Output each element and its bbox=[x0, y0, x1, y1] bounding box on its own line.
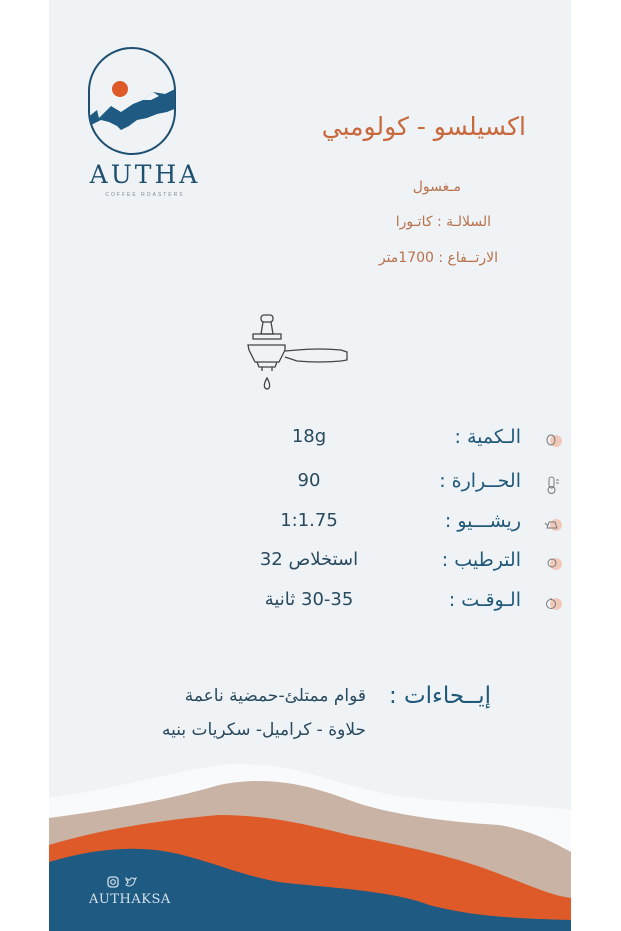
tasting-notes-line-2: حلاوة - كراميل- سكريات بنيه bbox=[162, 720, 366, 740]
time-value: 30-35 ثانية bbox=[264, 589, 354, 610]
kettle-icon bbox=[543, 516, 563, 532]
tasting-notes-label: إيــحاءات : bbox=[388, 683, 491, 709]
process-method: مـغسول bbox=[412, 179, 461, 195]
dose-value: 18g bbox=[291, 426, 327, 447]
brand-logo bbox=[75, 46, 201, 198]
product-title: اكسيلسو - كولومبي bbox=[321, 112, 526, 141]
tasting-notes-line-1: قوام ممتلئ-حمضية ناعمة bbox=[184, 686, 366, 706]
stopwatch-icon bbox=[543, 595, 563, 611]
twitter-icon[interactable] bbox=[125, 873, 137, 892]
pre-infusion-label: الترطيب : bbox=[441, 549, 521, 571]
social-handle[interactable]: AUTHAKSA bbox=[89, 892, 171, 907]
thermometer-icon bbox=[543, 476, 563, 492]
recipe-row-pre-infusion bbox=[49, 549, 571, 577]
social-icons bbox=[107, 873, 137, 892]
mountain-sun-logo-icon bbox=[87, 46, 177, 156]
altitude: الارتــفاع : 1700متر bbox=[378, 250, 498, 266]
recipe-row-ratio bbox=[49, 510, 571, 538]
coffee-recipe-card bbox=[49, 0, 571, 931]
time-label: الـوقـت : bbox=[448, 589, 521, 611]
dose-label: الـكمية : bbox=[454, 426, 521, 448]
recipe-row-temperature bbox=[49, 470, 571, 498]
recipe-row-time bbox=[49, 589, 571, 617]
pre-infusion-value: استخلاص 32 bbox=[259, 549, 359, 570]
brand-tagline: COFFEE ROASTERS bbox=[105, 192, 185, 198]
ratio-label: ريشـــيو : bbox=[444, 510, 521, 532]
recipe-row-dose bbox=[49, 426, 571, 454]
temperature-label: الحــرارة : bbox=[439, 470, 521, 492]
grinder-icon bbox=[543, 555, 563, 571]
portafilter-tamper-icon bbox=[239, 310, 354, 404]
coffee-beans-icon bbox=[543, 432, 563, 448]
ratio-value: 1:1.75 bbox=[280, 510, 338, 531]
temperature-value: 90 bbox=[297, 470, 321, 491]
brand-name: AUTHA bbox=[89, 160, 201, 189]
instagram-icon[interactable] bbox=[107, 873, 119, 892]
variety: السلالـة : كاتـورا bbox=[395, 214, 491, 230]
